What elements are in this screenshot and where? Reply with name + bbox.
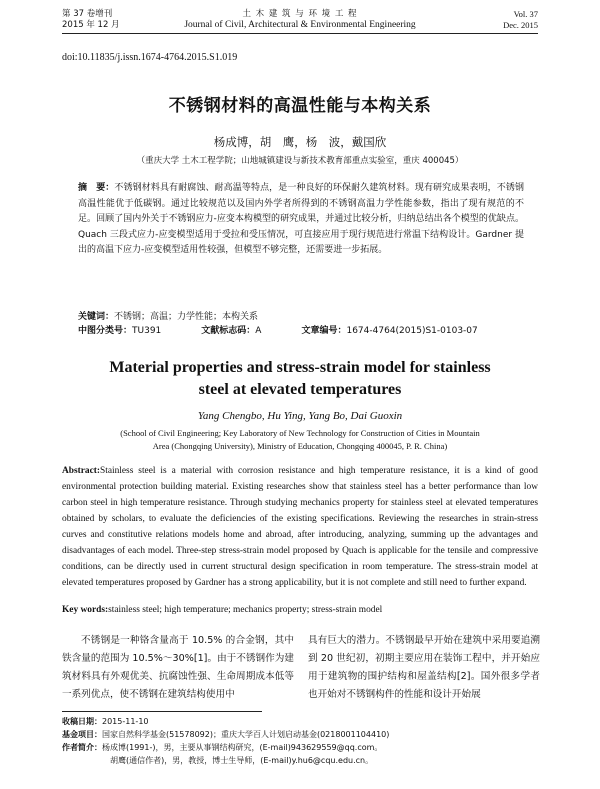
keywords-cn-text: 不锈钢；高温；力学性能；本构关系: [114, 312, 259, 322]
header-rule: [62, 33, 538, 34]
received-value: 2015-11-10: [102, 717, 149, 726]
affiliation-en: [0, 427, 600, 453]
title-en-line2: steel at elevated temperatures: [198, 381, 402, 398]
header-date-cn: 2015 年 12 月: [62, 20, 120, 30]
body-column-right: 具有巨大的潜力。不锈钢最早开始在建筑中采用要追溯到 20 世纪初，初期主要应用在装饰工程中，并开始应用于建筑物的围护结构和屋盖结构[2]。国外很多学者也开始对不锈钢构件的性能和设计开始展: [308, 635, 540, 700]
header-volume-en: Vol. 37: [513, 9, 538, 19]
authors-cn: 杨成博，胡 鹰，杨 波，戴国欣: [213, 135, 387, 149]
abstract-cn-text: 不锈钢材料具有耐腐蚀、耐高温等特点，是一种良好的环保耐久建筑材料。现有研究成果表明，不锈钢高温性能优于低碳钢。通过比较规范以及国内外学者所得到的不锈钢高温力学性能参数，指出了现有规范的不足。回顾了国内外关于不锈钢应力-应变本构模型的研究成果，并通过比较分析，归纳总结出各个模型的优缺点。Quach 三段式应力-应变模型适用于受拉和受压情况，可直接应用于现行规范进行常温下结构设计。Gardner 提出的高温下应力-应变模型适用性较强，但模型不够完整，还需要进一步拓展。: [78, 183, 524, 256]
article-number-value: 1674-4764(2015)S1-0103-07: [346, 326, 478, 336]
header-journal-en: Journal of Civil, Architectural & Environmental Engineering: [184, 20, 416, 30]
abstract-en-text: Stainless steel is a material with corrosion resistance and high temperature resistance, it is a kind of good environmental protection building material. Existing researches show that stainless steel has a better performance than low carbon steel in high temperature resistance. Through studying mechanics property for stainless steel at elevated temperatures obtained by scholars, to evaluate the deficiencies of the existing specifications. Reviewing the researches in strain-stress curves and constitutive relations models home and abroad, after introducing, analyzing, summing up the advantages and disadvantages of each model. Three-step stress-strain model proposed by Quach is applicable for the tensile and compressive conditions, can be directly used in current structural design specification in room temperature. The stress-strain model at elevated temperatures proposed by Gardner has a strong applicability, but it is not complete and still need to further expand.: [62, 466, 538, 588]
footnote-author: [62, 741, 542, 754]
keywords-en: [62, 603, 538, 617]
footnote-received: [62, 715, 542, 728]
keywords-cn-label: 关键词：: [78, 312, 115, 322]
abstract-en-label: Abstract:: [62, 466, 101, 476]
header-date-en: Dec. 2015: [503, 20, 538, 30]
clc-value: TU391: [132, 326, 162, 336]
doc-code-label: 文献标志码：: [201, 326, 256, 336]
keywords-cn: [78, 310, 524, 324]
header-journal-cn: 土 木 建 筑 与 环 境 工 程: [242, 9, 358, 19]
doc-code-value: A: [255, 326, 262, 336]
title-cn: 不锈钢材料的高温性能与本构关系: [168, 96, 432, 116]
author-label: 作者简介：: [62, 743, 102, 752]
authors-en: Yang Chengbo, Hu Ying, Yang Bo, Dai Guoxin: [197, 410, 403, 422]
fund-value: 国家自然科学基金(51578092)；重庆大学百人计划启动基金(0218001104410): [102, 730, 390, 739]
abstract-cn-label: 摘 要：: [78, 183, 115, 193]
keywords-en-label: Key words:: [62, 605, 109, 615]
abstract-cn: [78, 181, 524, 259]
received-label: 收稿日期：: [62, 717, 102, 726]
clc-label: 中图分类号：: [78, 326, 133, 336]
doi: doi:10.11835/j.issn.1674-4764.2015.S1.019: [62, 52, 238, 63]
author-value: 杨成博(1991-)，男，主要从事钢结构研究，(E-mail)943629559@qq.com。: [102, 743, 383, 752]
footnote-corresponding: 胡鹰(通信作者)，男，教授，博士生导师，(E-mail)y.hu6@cqu.edu.cn。: [110, 756, 374, 765]
affiliation-en-line1: (School of Civil Engineering; Key Laboratory of New Technology for Construction of Cities in Mountain: [120, 428, 480, 438]
classification-cn: [78, 324, 548, 338]
footnote-fund: [62, 728, 542, 741]
title-en: [0, 357, 600, 401]
header-issue-cn: 第 37 卷增刊: [62, 9, 113, 19]
body-column-left: 不锈钢是一种铬含量高于 10.5% 的合金钢，其中铁含量的范围为 10.5%～30%[1]。由于不锈钢作为建筑材料具有外观优美、抗腐蚀性强、生命周期成本低等一系列优点，使不锈钢在建筑结构使用中: [62, 635, 294, 700]
affiliation-cn: （重庆大学 土木工程学院；山地城镇建设与新技术教育部重点实验室，重庆 400045）: [136, 156, 464, 166]
title-en-line1: Material properties and stress-strain model for stainless: [109, 359, 491, 376]
article-number-label: 文章编号：: [301, 326, 347, 336]
affiliation-en-line2: Area (Chongqing University), Ministry of Education, Chongqing 400045, P. R. China): [152, 441, 448, 451]
abstract-en: [62, 463, 538, 591]
fund-label: 基金项目：: [62, 730, 102, 739]
footnote-rule: [62, 711, 262, 712]
keywords-en-text: stainless steel; high temperature; mechanics property; stress-strain model: [108, 605, 383, 615]
footnotes: [62, 715, 542, 767]
